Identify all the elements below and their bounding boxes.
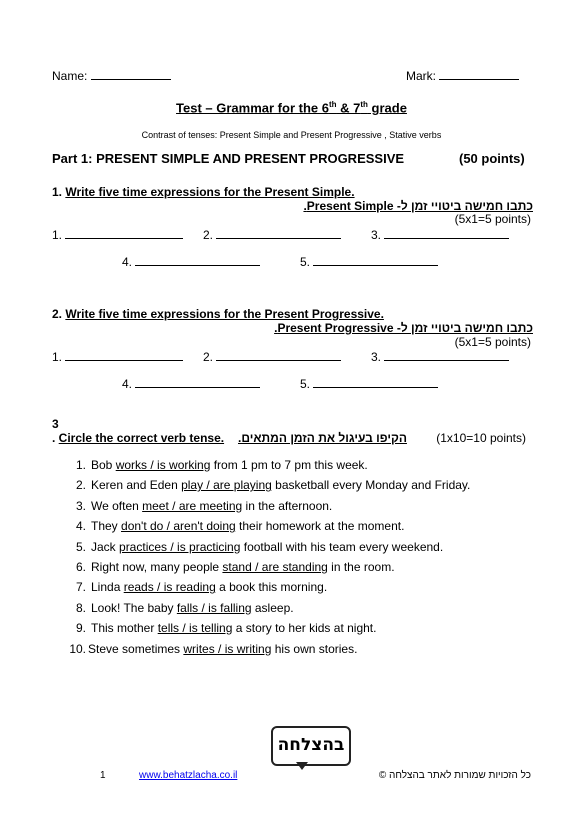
list-item: 8. Look! The baby falls / is falling asleep.: [75, 600, 294, 615]
list-item: 7. Linda reads / is reading a book this morning.: [75, 580, 328, 595]
q1-answer-3: 3.: [371, 228, 509, 242]
answer-blank[interactable]: [313, 264, 438, 266]
verb-choice[interactable]: practices / is practicing: [119, 539, 241, 554]
list-item: 6. Right now, many people stand / are standing in the room.: [75, 559, 395, 574]
verb-choice[interactable]: writes / is writing: [183, 641, 272, 656]
q2-answer-3: 3.: [371, 350, 509, 364]
q2-answer-4: 4.: [122, 377, 260, 391]
answer-blank[interactable]: [65, 359, 183, 361]
mark-field: [406, 69, 519, 83]
q2-answer-1: 1.: [52, 350, 183, 364]
q3-item-list: [60, 457, 470, 661]
page-number: 1: [100, 770, 106, 781]
q2-score: (5x1=5 points): [454, 335, 531, 349]
q1-score: (5x1=5 points): [454, 212, 531, 226]
q3-hebrew: הקיפו בעיגול את הזמן המתאים.: [238, 431, 407, 445]
verb-choice[interactable]: tells / is telling: [157, 621, 233, 636]
list-item: 5. Jack practices / is practicing football with his team every weekend.: [75, 539, 444, 554]
list-item: 3. We often meet / are meeting in the afternoon.: [75, 498, 333, 513]
logo-speech-tail: [296, 762, 308, 770]
answer-blank[interactable]: [216, 237, 341, 239]
verb-choice[interactable]: play / are playing: [181, 478, 272, 493]
q2-instruction: 2. Write five time expressions for the Present Progressive.: [52, 307, 384, 321]
list-item: 10. Steve sometimes writes / is writing his own stories.: [69, 641, 358, 656]
page-title: Test – Grammar for the 6th & 7th grade: [176, 100, 407, 116]
answer-blank[interactable]: [216, 359, 341, 361]
q2-answer-2: 2.: [203, 350, 341, 364]
answer-blank[interactable]: [135, 264, 260, 266]
answer-blank[interactable]: [313, 386, 438, 388]
list-item: 2. Keren and Eden play / are playing basketball every Monday and Friday.: [75, 478, 471, 493]
verb-choice[interactable]: meet / are meeting: [142, 498, 243, 513]
q1-hebrew: כתבו חמישה ביטויי זמן ל- Present Simple.: [303, 199, 533, 213]
list-item: 4. They don't do / aren't doing their homework at the moment.: [75, 519, 405, 534]
name-label: Name:: [52, 69, 88, 83]
q2-hebrew: כתבו חמישה ביטויי זמן ל- Present Progressive.: [274, 321, 533, 335]
name-field: [52, 69, 171, 83]
q1-answer-1: 1.: [52, 228, 183, 242]
answer-blank[interactable]: [384, 237, 509, 239]
mark-blank[interactable]: [439, 78, 519, 80]
mark-label: Mark:: [406, 69, 436, 83]
q3-instruction: . Circle the correct verb tense.: [52, 431, 225, 445]
verb-choice[interactable]: stand / are standing: [222, 559, 328, 574]
footer-link[interactable]: www.behatzlacha.co.il: [139, 770, 238, 781]
part1-heading: Part 1: PRESENT SIMPLE AND PRESENT PROGRESSIVE: [52, 151, 405, 166]
verb-choice[interactable]: don't do / aren't doing: [121, 519, 236, 534]
behatzlacha-logo: בהצלחה: [271, 726, 351, 766]
verb-choice[interactable]: works / is working: [115, 458, 211, 472]
answer-blank[interactable]: [65, 237, 183, 239]
q2-answer-5: 5.: [300, 377, 438, 391]
footer-rights: כל הזכויות שמורות לאתר בהצלחה ©: [378, 770, 531, 781]
q3-score: (1x10=10 points): [436, 431, 526, 445]
q1-answer-4: 4.: [122, 255, 260, 269]
page-subtitle: Contrast of tenses: Present Simple and Present Progressive , Stative verbs: [141, 130, 442, 140]
list-item: 1. Bob works / is working from 1 pm to 7 pm this week.: [75, 458, 368, 472]
name-blank[interactable]: [91, 78, 171, 80]
q1-answer-5: 5.: [300, 255, 438, 269]
q3-number: 3: [52, 417, 59, 431]
verb-choice[interactable]: falls / is falling: [176, 600, 252, 615]
verb-choice[interactable]: reads / is reading: [123, 580, 216, 595]
list-item: 9. This mother tells / is telling a story to her kids at night.: [75, 621, 377, 636]
part1-points: (50 points): [459, 151, 525, 166]
answer-blank[interactable]: [135, 386, 260, 388]
answer-blank[interactable]: [384, 359, 509, 361]
q1-instruction: 1. Write five time expressions for the Present Simple.: [52, 185, 355, 199]
q1-answer-2: 2.: [203, 228, 341, 242]
